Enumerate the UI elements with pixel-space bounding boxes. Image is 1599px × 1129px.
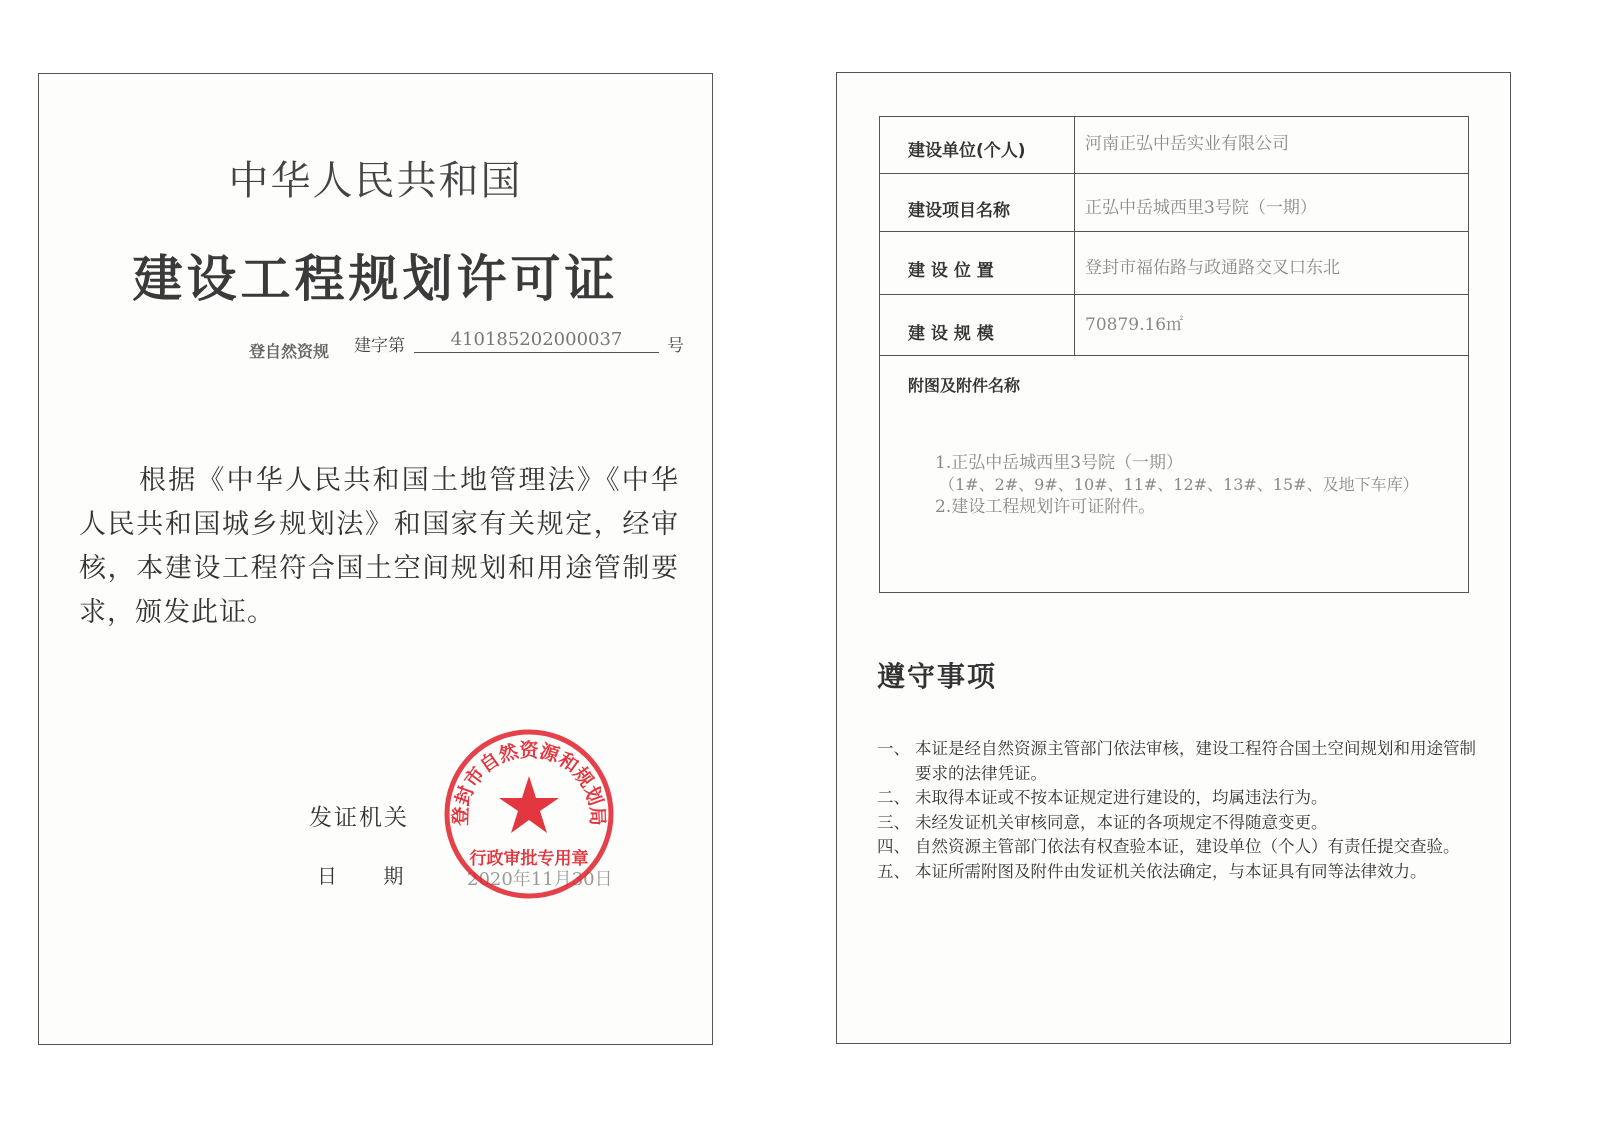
note-text: 未经发证机关审核同意，本证的各项规定不得随意变更。 <box>915 812 1328 832</box>
table-row-project-name <box>880 174 1468 232</box>
certificate-number-row <box>249 329 689 359</box>
note-text: 本证是经自然资源主管部门依法审核，建设工程符合国土空间规划和用途管制要求的法律凭证。 <box>915 739 1476 783</box>
note-text: 自然资源主管部门依法有权查验本证，建设单位（个人）有责任提交查验。 <box>915 837 1460 856</box>
table-row-developer <box>880 117 1468 174</box>
table-row-location <box>880 232 1468 295</box>
official-seal-stamp <box>439 724 619 904</box>
certificate-number: 410185202000037 <box>414 329 659 353</box>
note-item <box>877 811 1477 836</box>
certificate-details-page <box>836 72 1511 1044</box>
seal-outer-text: 登封市自然资源和规划局 <box>449 739 609 827</box>
project-info-table <box>879 116 1469 593</box>
issuance-statement: 根据《中华人民共和国土地管理法》《中华人民共和国城乡规划法》和国家有关规定，经审核，本建设工程符合国土空间规划和用途管制要求，颁发此证。 <box>79 465 679 628</box>
developer-label: 建设单位(个人) <box>908 141 1026 161</box>
project-name-value: 正弘中岳城西里3号院（一期） <box>1085 198 1317 218</box>
scale-label: 建 设 规 模 <box>908 324 994 344</box>
certificate-number-prefix: 登自然资规 <box>249 342 330 361</box>
seal-star-icon <box>499 776 559 833</box>
note-item <box>877 860 1477 885</box>
certificate-title: 建设工程规划许可证 <box>132 250 619 308</box>
certificate-number-suffix: 号 <box>667 336 684 356</box>
note-number: 五、 <box>877 861 910 881</box>
project-name-label: 建设项目名称 <box>908 201 1010 221</box>
certificate-number-mid: 建字第 <box>354 336 405 356</box>
attachment-item: 1.正弘中岳城西里3号院（一期） <box>935 453 1184 473</box>
seal-inner-text: 行政审批专用章 <box>469 849 589 869</box>
note-item <box>877 786 1477 811</box>
issue-date: 2020年11月30日 <box>467 869 613 890</box>
note-number: 三、 <box>877 812 910 832</box>
country-name: 中华人民共和国 <box>228 158 523 204</box>
note-text: 未取得本证或不按本证规定进行建设的，均属违法行为。 <box>915 788 1328 807</box>
table-row-scale <box>880 295 1468 356</box>
attachments-label: 附图及附件名称 <box>908 376 1021 395</box>
date-label: 日 期 <box>317 864 404 888</box>
note-number: 二、 <box>877 788 910 807</box>
location-value: 登封市福佑路与政通路交叉口东北 <box>1085 258 1340 278</box>
certificate-front-page <box>38 73 713 1045</box>
attachment-item: （1#、2#、9#、10#、11#、12#、13#、15#、及地下车库） <box>939 475 1419 494</box>
note-item <box>877 835 1477 860</box>
attachment-item: 2.建设工程规划许可证附件。 <box>935 497 1156 517</box>
notes-title: 遵守事项 <box>877 660 998 693</box>
note-text: 本证所需附图及附件由发证机关依法确定，与本证具有同等法律效力。 <box>915 861 1427 881</box>
notes-list <box>877 737 1477 884</box>
note-number: 四、 <box>877 837 910 856</box>
scale-value: 70879.16㎡ <box>1085 315 1184 335</box>
note-number: 一、 <box>877 739 910 758</box>
attachments-list <box>935 452 1419 518</box>
issuer-label: 发证机关 <box>309 805 409 831</box>
developer-value: 河南正弘中岳实业有限公司 <box>1085 134 1289 154</box>
location-label: 建 设 位 置 <box>908 261 994 281</box>
note-item <box>877 737 1477 786</box>
